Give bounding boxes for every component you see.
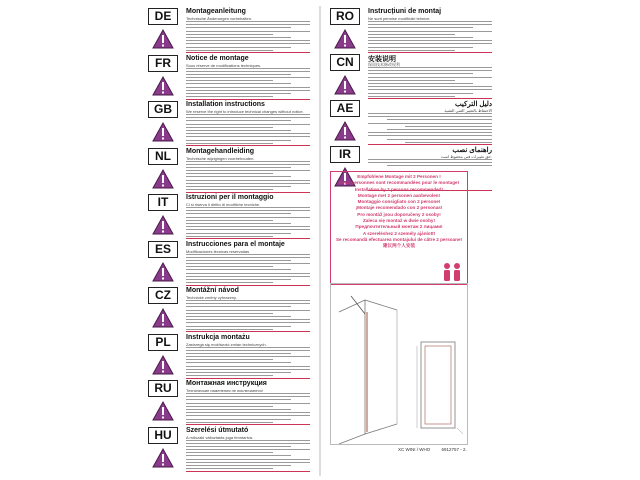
section-title: Istruzioni per il montaggio <box>186 194 274 201</box>
language-code: RU <box>148 380 178 397</box>
body-text-lines <box>186 300 310 332</box>
language-code: GB <box>148 101 178 118</box>
language-code: CZ <box>148 287 178 304</box>
body-text-lines <box>186 347 310 379</box>
section-title: Montageanleitung <box>186 8 246 15</box>
body-text-lines <box>368 113 492 145</box>
language-section <box>148 194 318 240</box>
section-subtitle: Ne sunt permise modificări tehnice. <box>368 16 431 21</box>
body-text-lines <box>186 68 310 100</box>
section-title: Montagehandleiding <box>186 147 255 155</box>
two-person-line: Installation by 2 persons recommended! <box>354 186 444 192</box>
section-title: 安装说明 <box>368 56 396 63</box>
section-title: Instrucțiuni de montaj <box>368 8 442 15</box>
language-section <box>148 101 318 147</box>
language-code: AE <box>330 100 360 117</box>
section-rule <box>186 52 310 53</box>
section-subtitle: Technische Änderungen vorbehalten. <box>186 16 253 21</box>
warning-icon <box>152 262 174 287</box>
language-section <box>148 55 318 101</box>
language-section <box>148 334 318 380</box>
section-subtitle: Technické změny vyhrazeny. <box>186 295 237 300</box>
section-rule <box>368 52 492 53</box>
two-person-line: A szereléshez 2 személy ajánlott! <box>362 230 436 236</box>
two-person-line: 建议两个人安装 <box>382 243 416 249</box>
warning-icon <box>152 448 174 473</box>
language-code: RO <box>330 8 360 25</box>
language-section <box>148 380 318 426</box>
section-rule <box>186 424 310 425</box>
warning-icon <box>152 401 174 426</box>
section-subtitle: We reserve the right to introduce technical changes without notice. <box>186 109 304 114</box>
model-label: XC WINI / WHO <box>398 447 431 452</box>
section-subtitle: Sous réserve de modifications techniques. <box>186 62 262 68</box>
section-subtitle: Modificaciones técnicas reservadas <box>186 248 250 254</box>
section-subtitle: Технические изменения не исключаются! <box>186 388 263 393</box>
language-section <box>330 8 500 54</box>
column-divider <box>319 6 321 476</box>
body-text-lines <box>368 21 492 53</box>
warning-icon <box>334 29 356 54</box>
two-person-line: ¡Montaje recomendado con 2 personas! <box>355 205 443 211</box>
warning-icon <box>334 75 356 100</box>
language-code: NL <box>148 148 178 165</box>
section-title: راهنمای نصب <box>452 147 492 154</box>
section-title: دليل التركيب <box>455 101 492 108</box>
body-text-lines <box>186 254 310 286</box>
document-number: 6912757 - 2. <box>441 447 467 452</box>
shower-panel-drawing <box>331 284 467 444</box>
language-section <box>148 241 318 287</box>
section-subtitle: Ci si riserva il diritto di modifiche tecniche. <box>186 202 261 207</box>
section-title: Installation instructions <box>186 101 265 108</box>
two-person-line: Montage met 2 personen aanbevolen! <box>357 192 441 198</box>
section-subtitle: A műszaki változtatás joga fenntartva. <box>186 434 254 440</box>
section-title: Instrucciones para el montaje <box>186 240 285 248</box>
section-title: Montážní návod <box>186 287 239 294</box>
two-person-line: Pro montáž jsou doporučeny 2 osoby! <box>357 211 441 217</box>
installation-diagram <box>330 283 468 445</box>
two-person-line: Предпочтительный монтаж 2 лицами! <box>355 224 443 230</box>
section-title: Instrukcja montażu <box>186 333 250 341</box>
section-subtitle: 保留技术修改权利 <box>368 62 400 67</box>
body-text-lines <box>186 114 310 146</box>
section-rule <box>186 99 310 100</box>
warning-icon <box>152 76 174 101</box>
section-rule <box>368 98 492 99</box>
two-person-line: Empfohlene Montage mit 2 Personen ! <box>357 174 441 179</box>
language-code: PL <box>148 334 178 351</box>
warning-icon <box>152 308 174 333</box>
section-rule <box>186 378 310 379</box>
body-text-lines <box>368 67 492 99</box>
two-person-line: Zaleca się montaż w dwie osoby! <box>363 218 435 224</box>
warning-icon <box>152 215 174 240</box>
language-section <box>148 148 318 194</box>
two-person-line: Se recomandă efectuarea montajului de către 2 persoane! <box>335 236 463 242</box>
warning-icon <box>152 29 174 54</box>
language-section <box>330 54 500 100</box>
warning-icon <box>152 355 174 380</box>
warning-icon <box>152 169 174 194</box>
body-text-lines <box>186 21 310 53</box>
warning-icon <box>334 121 356 146</box>
two-people-icon <box>441 262 463 282</box>
language-code: HU <box>148 427 178 444</box>
body-text-lines <box>186 440 310 472</box>
language-code: IR <box>330 146 360 163</box>
language-code: FR <box>148 55 178 72</box>
section-title: Монтажная инструкция <box>186 380 267 387</box>
section-title: Szerelési útmutató <box>186 426 249 434</box>
two-person-line: Montaggio consigliato con 2 persone! <box>357 199 441 205</box>
section-rule <box>186 285 310 286</box>
section-rule <box>186 145 310 146</box>
warning-icon <box>152 122 174 147</box>
section-rule <box>186 471 310 472</box>
section-rule <box>186 192 310 193</box>
language-section <box>330 100 500 146</box>
section-subtitle: Zastrzega się możliwość zmian technicznych. <box>186 341 267 347</box>
body-text-lines <box>368 159 492 169</box>
section-rule <box>186 331 310 332</box>
language-code: DE <box>148 8 178 25</box>
body-text-lines <box>186 207 310 239</box>
language-code: IT <box>148 194 178 211</box>
language-section <box>148 8 318 54</box>
section-title: Notice de montage <box>186 54 249 62</box>
section-rule <box>186 238 310 239</box>
document-footer <box>398 447 477 452</box>
section-subtitle: Technische wijzigingen voorbehouden. <box>186 155 255 161</box>
section-subtitle: حق تغییرات فنی محفوظ است. <box>440 154 492 159</box>
two-person-line: Deux personnes sont recommandées pour le montage! <box>338 180 460 186</box>
body-text-lines <box>186 161 310 193</box>
language-section <box>148 427 318 473</box>
language-section <box>148 287 318 333</box>
language-code: CN <box>330 54 360 71</box>
section-subtitle: الاحتفاظ بالتغيير الفنى التقنية <box>444 108 492 113</box>
section-rule <box>368 144 492 145</box>
body-text-lines <box>186 393 310 425</box>
language-code: ES <box>148 241 178 258</box>
